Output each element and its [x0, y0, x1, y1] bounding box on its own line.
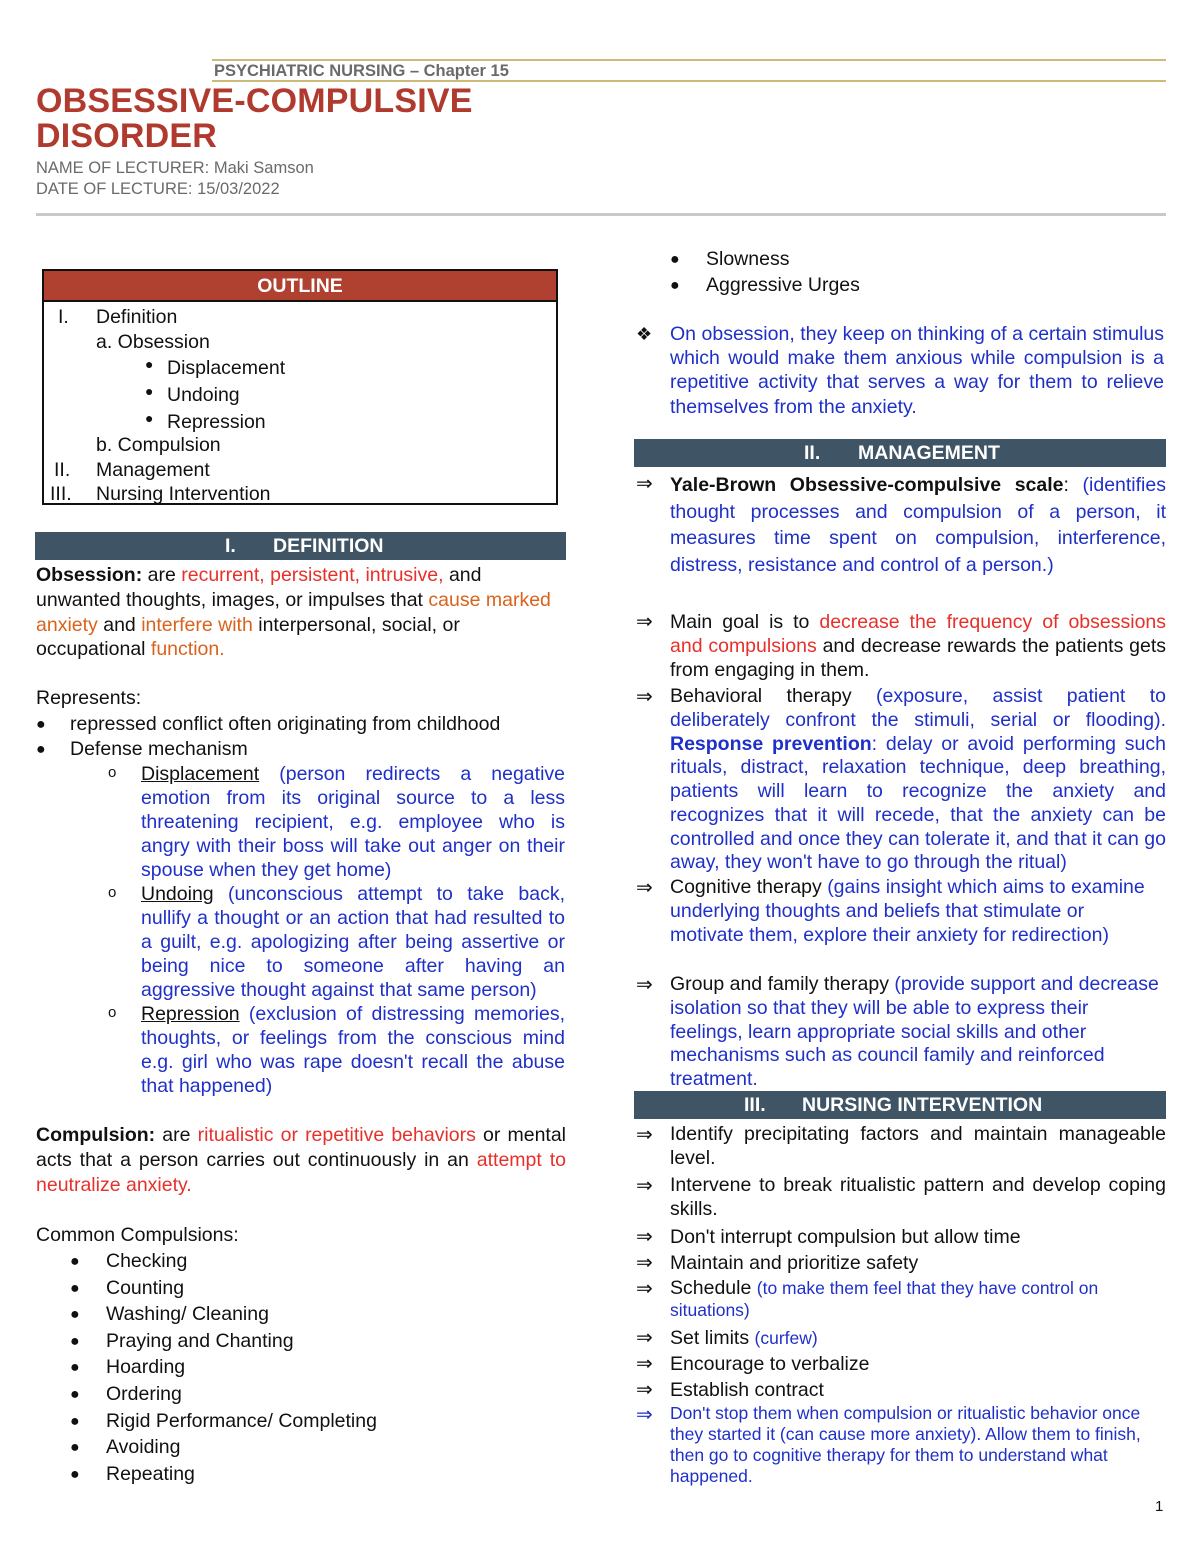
- date-line: [36, 179, 314, 200]
- arrow-bullet-icon: ⇒: [636, 1252, 653, 1274]
- date-label: DATE OF LECTURE:: [36, 180, 193, 199]
- outline-item-displacement: Displacement: [167, 357, 286, 379]
- bullet-dot: ●: [70, 1386, 80, 1403]
- behavioral-term: Behavioral therapy: [670, 685, 852, 707]
- highlight-red: recurrent, persistent, intrusive,: [181, 564, 444, 586]
- intervention-verbalize: Encourage to verbalize: [670, 1353, 870, 1375]
- outline-item-definition: Definition: [96, 306, 178, 328]
- obsession-compulsion-summary: On obsession, they keep on thinking of a certain stimulus which would make them anxious while compulsion is a repetitive activity that serves a way for them to relieve themselves from the anxiety.: [670, 323, 1164, 418]
- outline-num-3: III.: [50, 483, 72, 505]
- text: Schedule: [670, 1277, 752, 1299]
- represents-item-1: repressed conflict often originating from childhood: [70, 713, 501, 735]
- intervention-dont-interrupt: Don't interrupt compulsion but allow time: [670, 1226, 1021, 1248]
- bullet-dot: ●: [36, 716, 46, 733]
- behavioral-desc: (exposure, assist patient to deliberately confront the stimuli, serial or flooding).: [670, 685, 1166, 731]
- page-number: 1: [1155, 1498, 1164, 1515]
- section-bar-management: [634, 439, 1166, 467]
- ybocs-desc: (identifies thought processes and compulsion of a person, it measures time spent on compulsion, interference, distress, resistance and control of a person.): [670, 474, 1166, 577]
- highlight-orange: function.: [150, 638, 225, 661]
- arrow-bullet-icon: ⇒: [636, 611, 653, 633]
- text: and: [103, 613, 136, 636]
- bullet-dot: ●: [145, 356, 154, 372]
- compulsion-definition: [36, 1123, 566, 1197]
- compulsion-item: Rigid Performance/ Completing: [106, 1409, 377, 1432]
- mechanism-term: Undoing: [141, 883, 214, 905]
- obsession-definition: [36, 563, 566, 662]
- title-line-2: DISORDER: [36, 117, 218, 156]
- highlight-orange: interfere with: [141, 613, 253, 636]
- arrow-bullet-icon: ⇒: [636, 1278, 653, 1300]
- outline-item-repression: Repression: [167, 411, 266, 433]
- bullet-dot: ●: [145, 383, 154, 399]
- behavioral-therapy-item: [670, 685, 1166, 875]
- highlight-orange: cause marked anxiety: [36, 588, 551, 636]
- section-number: II.: [804, 442, 821, 464]
- ybocs-item: [670, 472, 1166, 579]
- compulsion-item: Slowness: [706, 248, 790, 270]
- highlight-blue: (curfew): [754, 1328, 818, 1348]
- intervention-dont-stop: Don't stop them when compulsion or ritualistic behavior once they started it (can cause more anxiety). Allow them to finish, then go to cognitive therapy for them to understand what happened.: [670, 1403, 1141, 1486]
- title-line-1: OBSESSIVE-COMPULSIVE: [36, 82, 473, 120]
- section-title: NURSING INTERVENTION: [802, 1094, 1043, 1116]
- text: are: [147, 564, 176, 586]
- cognitive-term: Cognitive therapy: [670, 876, 822, 898]
- intervention-set-limits: [670, 1326, 818, 1350]
- mechanism-desc: (exclusion of distressing memories, thoughts, or feelings from the conscious mind e.g. girl who was rape doesn't recall the abuse that happened): [141, 1003, 566, 1097]
- compulsion-item: Aggressive Urges: [706, 274, 860, 296]
- mechanism-term: Displacement: [141, 763, 260, 785]
- intervention-identify: Identify precipitating factors and maintain manageable level.: [670, 1123, 1166, 1169]
- circle-bullet: o: [108, 1004, 117, 1021]
- bullet-dot: ●: [145, 410, 154, 426]
- group-term: Group and family therapy: [670, 973, 889, 995]
- arrow-bullet-icon: ⇒: [636, 1379, 653, 1401]
- mechanism-term: Repression: [141, 1003, 240, 1025]
- group-desc: (provide support and decrease isolation so that they will be able to express their feelings, learn appropriate social skills and other mechanisms such as council family and reinforced treatment.: [670, 973, 1159, 1091]
- text: Set limits: [670, 1327, 750, 1349]
- arrow-bullet-icon: ⇒: [636, 1404, 653, 1426]
- compulsion-item: Repeating: [106, 1462, 195, 1485]
- compulsion-item: Checking: [106, 1250, 188, 1272]
- bullet-dot: ●: [70, 1465, 80, 1483]
- arrow-bullet-icon: ⇒: [636, 686, 653, 708]
- cognitive-desc: (gains insight which aims to examine underlying thoughts and beliefs that stimulate or motivate them, explore their anxiety for redirection): [670, 876, 1145, 946]
- circle-bullet: o: [108, 764, 117, 781]
- lecture-date: 15/03/2022: [197, 180, 280, 199]
- outline-item-nursing-intervention: Nursing Intervention: [96, 483, 271, 505]
- compulsion-item: Washing/ Cleaning: [106, 1303, 269, 1326]
- main-goal-item: [670, 610, 1166, 683]
- section-number: III.: [744, 1094, 766, 1116]
- compulsion-item: Avoiding: [106, 1436, 181, 1459]
- text: are: [162, 1124, 191, 1146]
- arrow-bullet-icon: ⇒: [636, 877, 653, 899]
- outline-item-management: Management: [96, 459, 210, 481]
- arrow-bullet-icon: ⇒: [636, 1124, 653, 1146]
- highlight-red: attempt to neutralize anxiety.: [36, 1148, 566, 1196]
- section-number: I.: [225, 535, 236, 557]
- text: and decrease rewards the patients gets from engaging in them.: [670, 635, 1166, 682]
- bullet-dot: ●: [70, 1253, 80, 1270]
- arrow-bullet-icon: ⇒: [636, 974, 653, 996]
- arrow-bullet-icon: ⇒: [636, 473, 653, 495]
- intervention-schedule: [670, 1277, 1160, 1322]
- bullet-dot: ●: [70, 1412, 80, 1430]
- text: and unwanted thoughts, images, or impulses that: [36, 564, 482, 611]
- bullet-dot: ●: [70, 1359, 80, 1377]
- outline-item-undoing: Undoing: [167, 384, 240, 406]
- bullet-dot: ●: [670, 251, 680, 268]
- common-compulsions-label: Common Compulsions:: [36, 1224, 239, 1246]
- section-bar-definition: [35, 532, 566, 560]
- arrow-bullet-icon: ⇒: [636, 1175, 653, 1197]
- intervention-safety: Maintain and prioritize safety: [670, 1252, 919, 1274]
- mechanism-undoing: [141, 883, 565, 1003]
- lecture-info: [36, 158, 314, 201]
- bullet-dot: ●: [36, 741, 46, 758]
- bullet-dot: ●: [70, 1279, 80, 1297]
- compulsion-item: Praying and Chanting: [106, 1329, 294, 1352]
- circle-bullet: o: [108, 884, 117, 901]
- course-label: PSYCHIATRIC NURSING – Chapter 15: [214, 62, 509, 80]
- diamond-bullet-icon: ❖: [636, 324, 653, 344]
- text: Main goal is to: [670, 611, 810, 633]
- page-title: [36, 84, 473, 155]
- represents-label: Represents:: [36, 687, 142, 709]
- text: :: [1063, 474, 1069, 496]
- compulsion-item: Hoarding: [106, 1356, 186, 1379]
- section-bar-nursing-intervention: [634, 1091, 1166, 1119]
- ybocs-term: Yale-Brown Obsessive-compulsive scale: [670, 474, 1064, 496]
- bullet-dot: ●: [70, 1332, 80, 1350]
- outline-num-1: I.: [58, 306, 69, 328]
- outline-heading: OUTLINE: [44, 271, 556, 302]
- cognitive-therapy-item: [670, 876, 1150, 947]
- section-title: DEFINITION: [273, 535, 384, 557]
- bullet-dot: ●: [670, 277, 680, 294]
- represents-item-2: Defense mechanism: [70, 738, 248, 760]
- text: interpersonal, social, or occupational: [36, 613, 460, 661]
- arrow-bullet-icon: ⇒: [636, 1226, 653, 1248]
- outline-item-obsession: a. Obsession: [96, 331, 210, 353]
- highlight-red: decrease the frequency of obsessions and compulsions: [670, 611, 1167, 658]
- intervention-intervene: Intervene to break ritualistic pattern and develop coping skills.: [670, 1174, 1166, 1220]
- outline-box: [42, 269, 558, 505]
- mechanism-desc: (person redirects a negative emotion from its original source to a less threatening recipient, e.g. employee who is angry with their boss will take out anger on their spouse when they get home): [141, 763, 566, 881]
- outline-item-compulsion: b. Compulsion: [96, 434, 221, 456]
- section-title: MANAGEMENT: [858, 442, 1000, 464]
- header-rule-bottom: [36, 213, 1166, 216]
- compulsion-item: Ordering: [106, 1383, 182, 1405]
- lecturer-label: NAME OF LECTURER:: [36, 159, 210, 177]
- lecturer-name: Maki Samson: [213, 159, 314, 177]
- arrow-bullet-icon: ⇒: [636, 1327, 653, 1349]
- highlight-blue: (to make them feel that they have control on situations): [670, 1278, 1099, 1321]
- mechanism-repression: [141, 1003, 565, 1099]
- text: or mental acts that a person carries out continuously in an: [36, 1124, 567, 1171]
- arrow-bullet-icon: ⇒: [636, 1353, 653, 1375]
- obsession-term: Obsession:: [36, 564, 143, 586]
- response-prevention-term: Response prevention: [670, 732, 872, 755]
- highlight-red: ritualistic or repetitive behaviors: [197, 1124, 476, 1146]
- bullet-dot: ●: [70, 1439, 80, 1457]
- compulsion-term: Compulsion:: [36, 1124, 156, 1146]
- compulsion-item: Counting: [106, 1276, 185, 1299]
- lecturer-line: [36, 158, 314, 179]
- bullet-dot: ●: [70, 1306, 80, 1324]
- intervention-contract: Establish contract: [670, 1379, 824, 1401]
- response-prevention-desc: : delay or avoid performing such rituals, distract, relaxation technique, deep breathing, patients will learn to recognize the anxiety and recognizes that it will recede, that the anxiety can be controlled and once they can tolerate it, and that it can go away, they won't have to go through the ritual): [670, 732, 1166, 874]
- mechanism-displacement: [141, 763, 565, 883]
- group-family-therapy-item: [670, 973, 1160, 1092]
- outline-num-2: II.: [54, 459, 71, 481]
- mechanism-desc: (unconscious attempt to take back, nullify a thought or an action that had resulted to a guilt, e.g. apologizing after being assertive or being nice to someone after having an aggressive thought against that same person): [141, 883, 565, 1001]
